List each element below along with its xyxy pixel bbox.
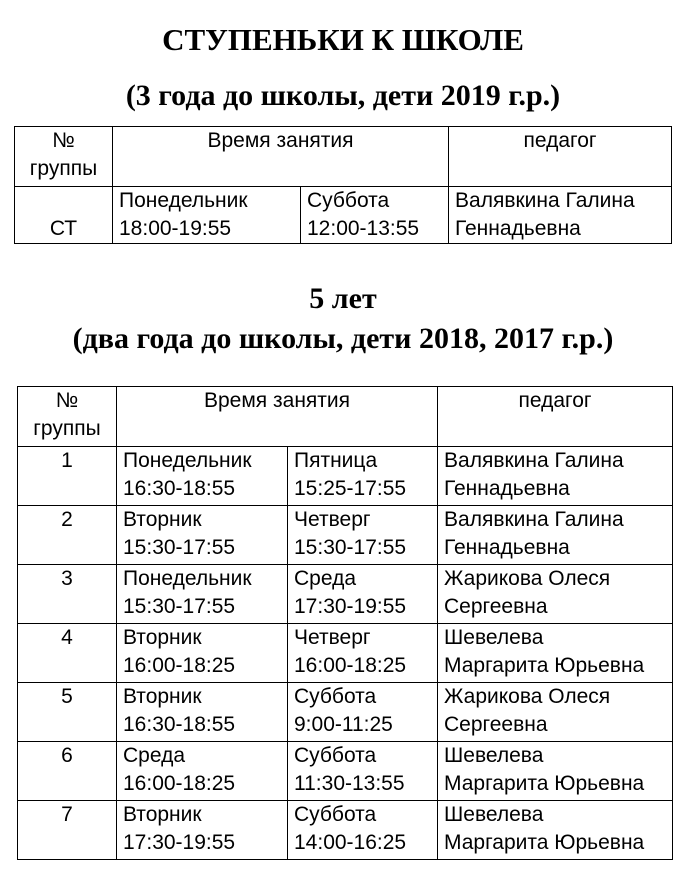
- day1-cell: [117, 447, 288, 506]
- day1-cell: [117, 624, 288, 683]
- day2-cell: [288, 624, 438, 683]
- teacher-cell: [438, 624, 673, 683]
- time-range: 16:00-18:25: [123, 654, 236, 677]
- day-name: Понедельник: [119, 189, 248, 212]
- day2-cell: [288, 565, 438, 624]
- table-row: [18, 624, 673, 683]
- group-number-cell: 3: [18, 565, 117, 624]
- day-name: Вторник: [123, 803, 202, 826]
- group-header-line1: №: [52, 129, 75, 152]
- table-header-row: [15, 127, 672, 187]
- teacher-cell: [438, 506, 673, 565]
- day-name: Вторник: [123, 508, 202, 531]
- group-number-header: [15, 127, 113, 187]
- teacher-name-line2: Маргарита Юрьевна: [444, 831, 645, 854]
- day-name: Вторник: [123, 685, 202, 708]
- day-name: Среда: [123, 744, 185, 767]
- group-header-line2: группы: [33, 417, 101, 440]
- table-header-row: [18, 387, 673, 447]
- teacher-name-line1: Жарикова Олеся: [444, 685, 611, 708]
- teacher-cell: [438, 742, 673, 801]
- day2-cell: [288, 801, 438, 860]
- schedule-table-5-years: [17, 386, 673, 860]
- time-range: 16:00-18:25: [123, 772, 236, 795]
- teacher-name-line1: Шевелева: [444, 744, 544, 767]
- day2-cell: [288, 506, 438, 565]
- table-row: [18, 447, 673, 506]
- time-range: 18:00-19:55: [119, 217, 232, 240]
- day-name: Среда: [294, 567, 356, 590]
- day-name: Суббота: [307, 189, 390, 212]
- page-title: СТУПЕНЬКИ К ШКОЛЕ: [162, 22, 524, 57]
- day2-cell: [288, 742, 438, 801]
- day-name: Понедельник: [123, 449, 252, 472]
- group-number-cell: 1: [18, 447, 117, 506]
- day-name: Вторник: [123, 626, 202, 649]
- teacher-name-line2: Маргарита Юрьевна: [444, 772, 645, 795]
- teacher-cell: [438, 683, 673, 742]
- time-range: 16:30-18:55: [123, 477, 236, 500]
- table-row: [18, 801, 673, 860]
- teacher-name-line1: Валявкина Галина: [444, 508, 624, 531]
- day-name: Суббота: [294, 685, 377, 708]
- time-range: 9:00-11:25: [294, 713, 393, 736]
- group-number-cell: 4: [18, 624, 117, 683]
- day2-cell: [288, 683, 438, 742]
- teacher-cell: [438, 565, 673, 624]
- group-header-line1: №: [55, 389, 79, 412]
- time-range: 17:30-19:55: [123, 831, 236, 854]
- time-range: 15:25-17:55: [294, 477, 407, 500]
- teacher-cell: [438, 447, 673, 506]
- day-name: Четверг: [294, 626, 371, 649]
- group-number-cell: 6: [18, 742, 117, 801]
- time-range: 15:30-17:55: [123, 536, 236, 559]
- time-range: 16:00-18:25: [294, 654, 407, 677]
- teacher-name-line2: Геннадьевна: [455, 217, 581, 240]
- table-row: [18, 565, 673, 624]
- day1-cell: [117, 683, 288, 742]
- time-range: 16:30-18:55: [123, 713, 236, 736]
- day1-cell: [117, 506, 288, 565]
- schedule-table-3-years: [14, 126, 672, 244]
- section2-subtitle: (два года до школы, дети 2018, 2017 г.р.): [72, 322, 614, 355]
- teacher-name-line1: Шевелева: [444, 626, 544, 649]
- teacher-name-line1: Валявкина Галина: [455, 189, 635, 212]
- day-name: Суббота: [294, 803, 377, 826]
- section1-subtitle: (3 года до школы, дети 2019 г.р.): [125, 79, 561, 112]
- time-header: Время занятия: [113, 127, 449, 187]
- teacher-name-line1: Шевелева: [444, 803, 544, 826]
- teacher-name-line2: Геннадьевна: [444, 477, 570, 500]
- day2-cell: [301, 187, 449, 244]
- day-name: Понедельник: [123, 567, 252, 590]
- day2-cell: [288, 447, 438, 506]
- teacher-name-line2: Геннадьевна: [444, 536, 570, 559]
- group-number-header: [18, 387, 117, 447]
- time-range: 14:00-16:25: [294, 831, 407, 854]
- time-range: 12:00-13:55: [307, 217, 420, 240]
- group-header-line2: группы: [29, 157, 98, 180]
- group-number-cell: 2: [18, 506, 117, 565]
- teacher-name-line1: Валявкина Галина: [444, 449, 624, 472]
- teacher-header: педагог: [449, 127, 672, 187]
- group-number-cell: СТ: [15, 187, 113, 244]
- table-row: [18, 742, 673, 801]
- time-header: Время занятия: [117, 387, 438, 447]
- day-name: Четверг: [294, 508, 371, 531]
- teacher-name-line2: Сергеевна: [444, 595, 548, 618]
- day1-cell: [113, 187, 301, 244]
- time-range: 11:30-13:55: [294, 772, 405, 795]
- time-range: 15:30-17:55: [294, 536, 407, 559]
- teacher-name-line2: Сергеевна: [444, 713, 548, 736]
- section2-heading: 5 лет: [309, 282, 377, 315]
- table-row: [18, 506, 673, 565]
- day-name: Пятница: [294, 449, 378, 472]
- table-row: [15, 187, 672, 244]
- day-name: Суббота: [294, 744, 377, 767]
- teacher-cell: [449, 187, 672, 244]
- time-range: 15:30-17:55: [123, 595, 236, 618]
- day1-cell: [117, 801, 288, 860]
- teacher-name-line1: Жарикова Олеся: [444, 567, 611, 590]
- day1-cell: [117, 742, 288, 801]
- day1-cell: [117, 565, 288, 624]
- table-row: [18, 683, 673, 742]
- teacher-header: педагог: [438, 387, 673, 447]
- group-number-cell: 5: [18, 683, 117, 742]
- group-number-cell: 7: [18, 801, 117, 860]
- teacher-cell: [438, 801, 673, 860]
- time-range: 17:30-19:55: [294, 595, 407, 618]
- teacher-name-line2: Маргарита Юрьевна: [444, 654, 645, 677]
